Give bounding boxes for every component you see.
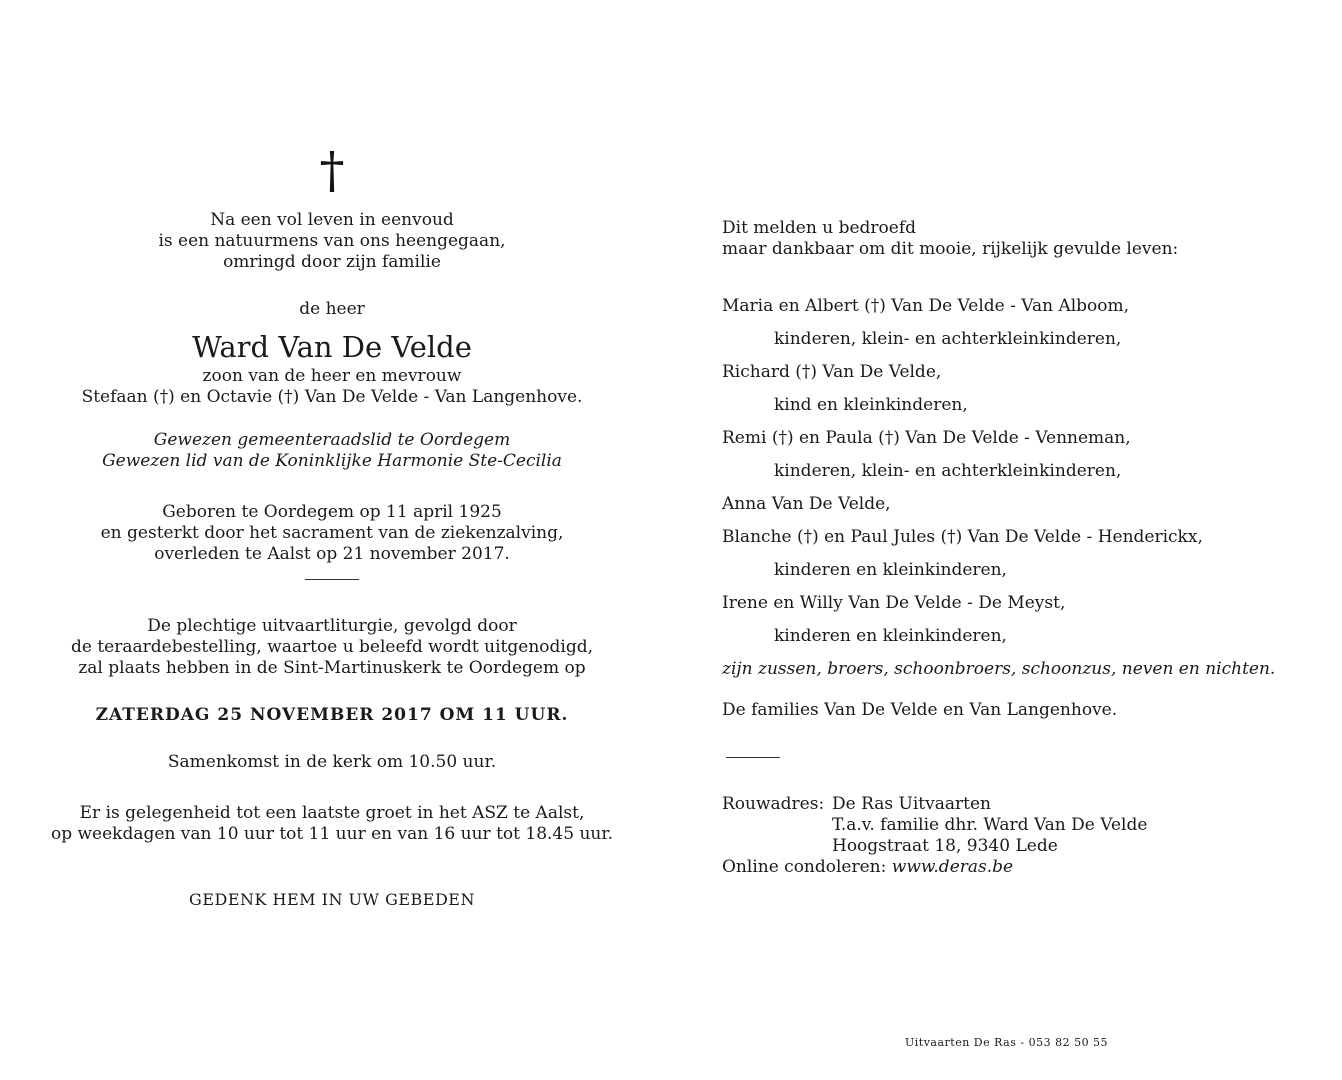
address-label: Rouwadres: [722,794,825,814]
family-line: kind en kleinkinderen, [774,395,968,415]
online-label: Online condoleren: [722,857,887,877]
cross-icon: † [319,141,345,199]
intro-line: is een natuurmens van ons heengegaan, [158,231,506,251]
address-block [722,794,1322,857]
liturgy-line: zal plaats hebben in de Sint-Martinuskerk te Oordegem op [78,658,586,678]
family-line: Anna Van De Velde, [722,494,891,514]
online-condolence [722,857,1322,878]
farewell-line: op weekdagen van 10 uur tot 11 uur en van 16 uur tot 18.45 uur. [50,824,614,844]
address-line: T.a.v. familie dhr. Ward Van De Velde [832,815,1148,835]
family-line: Remi (†) en Paula (†) Van De Velde - Venneman, [722,428,1131,448]
role-line: Gewezen lid van de Koninklijke Harmonie Ste-Cecilia [102,451,562,471]
family-line: Richard (†) Van De Velde, [722,362,942,382]
obituary-right-column [722,218,1322,878]
life-line: en gesterkt door het sacrament van de ziekenzalving, [100,523,564,543]
address-line: Hoogstraat 18, 9340 Lede [832,836,1058,856]
families-line: De families Van De Velde en Van Langenhove. [722,700,1118,720]
intro-line: Na een vol leven in eenvoud [210,210,454,230]
parents-text [32,366,632,408]
parents-line: Stefaan (†) en Octavie (†) Van De Velde - Van Langenhove. [81,387,583,407]
life-line: Geboren te Oordegem op 11 april 1925 [162,502,502,522]
divider [305,579,359,580]
liturgy-text [32,616,632,679]
address-line: De Ras Uitvaarten [832,794,991,814]
obituary-left-column [32,140,632,910]
family-list [722,290,1322,686]
role-line: Gewezen gemeenteraadslid te Oordegem [153,430,511,450]
life-line: overleden te Aalst op 21 november 2017. [154,544,510,564]
family-line: Blanche (†) en Paul Jules (†) Van De Velde - Henderickx, [722,527,1203,547]
announce-text [722,218,1322,260]
relatives-line: zijn zussen, broers, schoonbroers, schoonzus, neven en nichten. [722,659,1276,679]
family-line: Irene en Willy Van De Velde - De Meyst, [722,593,1066,613]
farewell-line: Er is gelegenheid tot een laatste groet in het ASZ te Aalst, [79,803,585,823]
life-text [32,502,632,565]
intro-text [32,210,632,273]
liturgy-line: De plechtige uitvaartliturgie, gevolgd door [147,616,517,636]
gathering-text: Samenkomst in de kerk om 10.50 uur. [167,752,497,772]
prayer-text: GEDENK HEM IN UW GEBEDEN [189,890,475,909]
family-line: kinderen en kleinkinderen, [774,560,1007,580]
funeral-date: ZATERDAG 25 NOVEMBER 2017 OM 11 UUR. [95,705,569,725]
title-text: de heer [299,299,365,319]
announce-line: maar dankbaar om dit mooie, rijkelijk gevulde leven: [722,239,1179,259]
family-line: Maria en Albert (†) Van De Velde - Van Alboom, [722,296,1130,316]
divider [726,757,780,758]
family-line: kinderen en kleinkinderen, [774,626,1007,646]
parents-line: zoon van de heer en mevrouw [202,366,462,386]
online-url-link[interactable]: www.deras.be [891,857,1014,877]
intro-line: omringd door zijn familie [223,252,441,272]
family-line: kinderen, klein- en achterkleinkinderen, [774,329,1122,349]
roles-text [32,430,632,472]
farewell-text [32,803,632,845]
family-line: kinderen, klein- en achterkleinkinderen, [774,461,1122,481]
footer-credit: Uitvaarten De Ras - 053 82 50 55 [905,1036,1109,1049]
liturgy-line: de teraardebestelling, waartoe u beleefd wordt uitgenodigd, [71,637,593,657]
deceased-name: Ward Van De Velde [192,330,472,364]
announce-line: Dit melden u bedroefd [722,218,916,238]
